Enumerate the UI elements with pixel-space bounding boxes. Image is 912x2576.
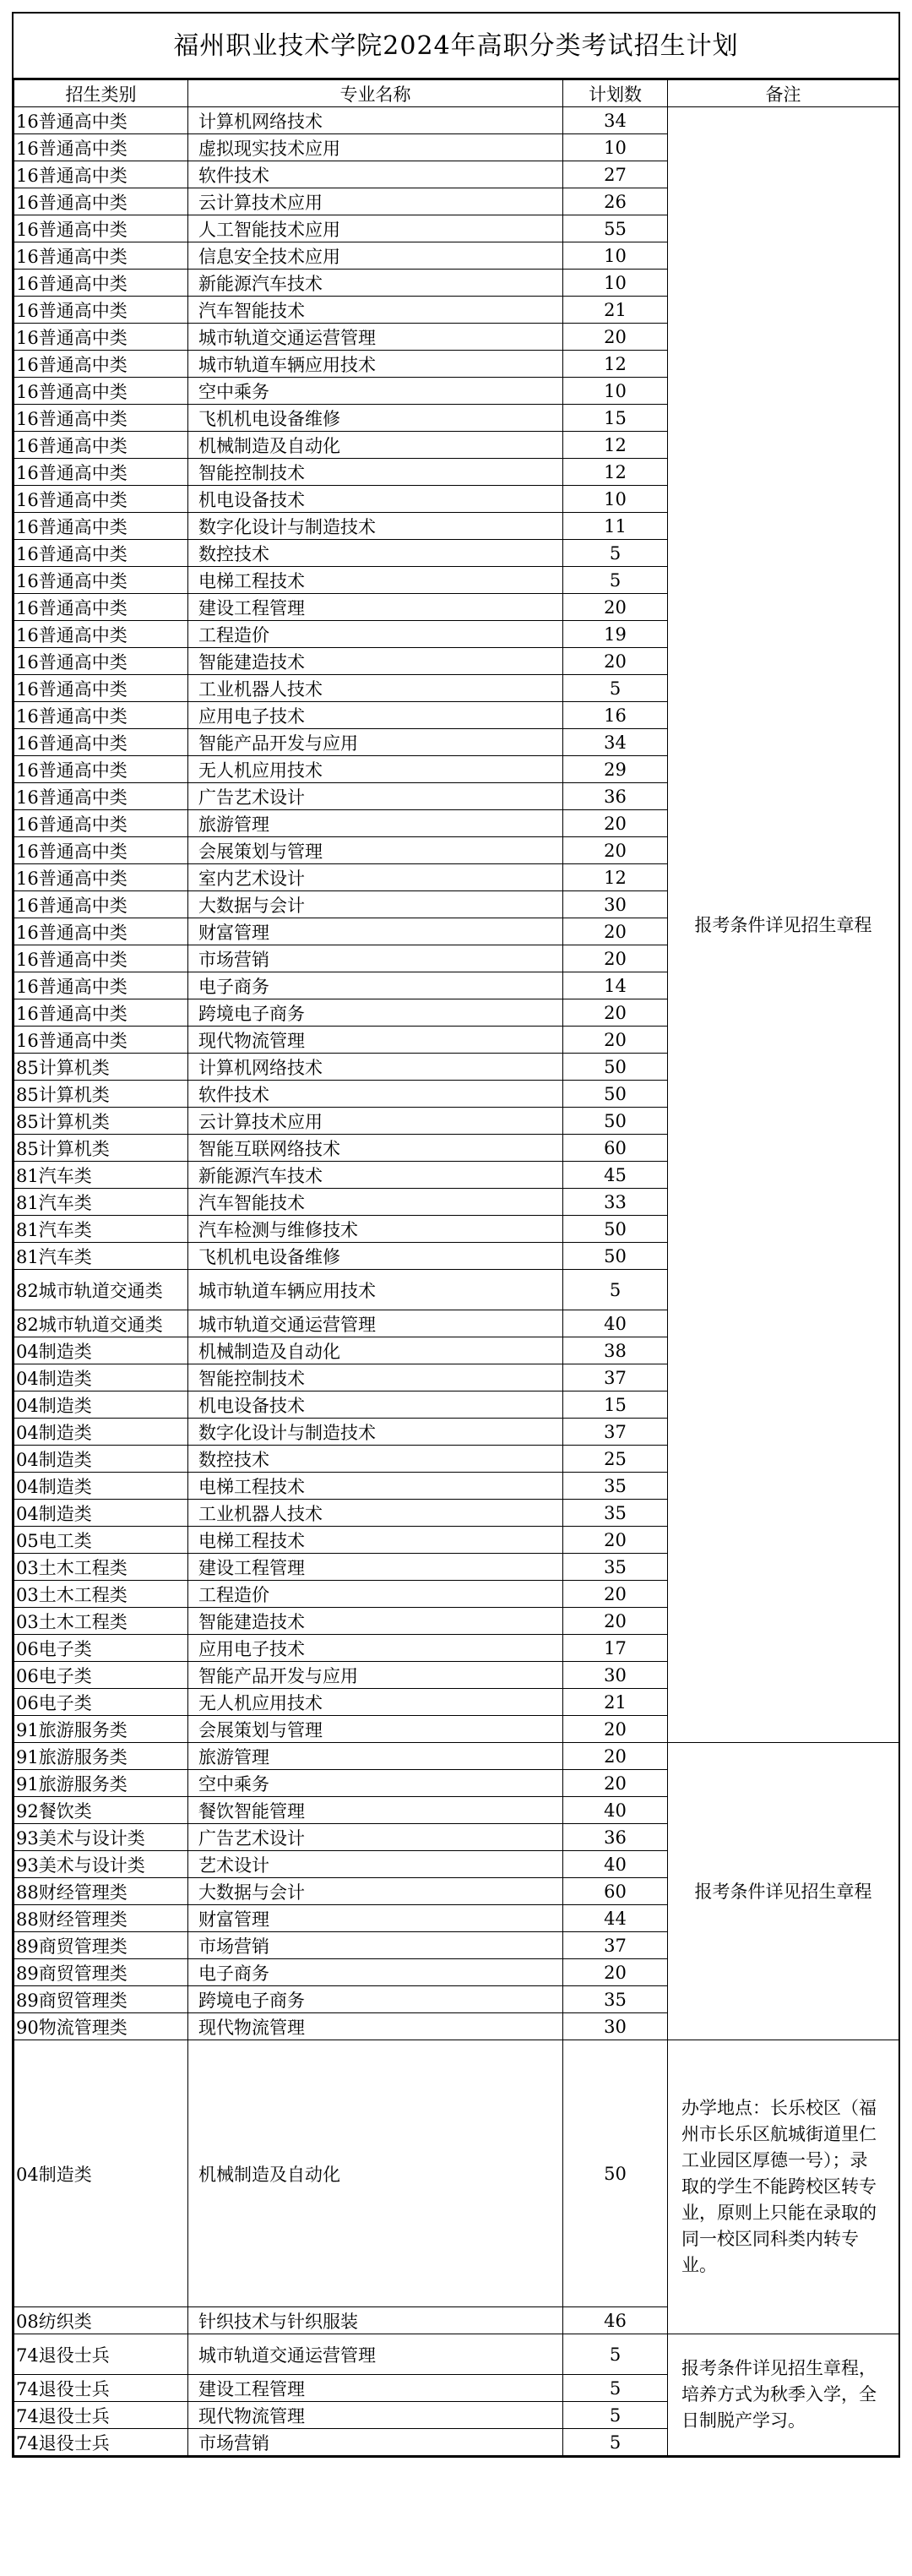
- cell-category: 16普通高中类: [14, 242, 188, 270]
- cell-plan-count: 50: [563, 1243, 668, 1270]
- header-major: 专业名称: [188, 80, 563, 107]
- cell-plan-count: 26: [563, 188, 668, 215]
- cell-major: 新能源汽车技术: [188, 270, 563, 297]
- cell-major: 针织技术与针织服装: [188, 2307, 563, 2334]
- cell-category: 16普通高中类: [14, 513, 188, 540]
- cell-major: 市场营销: [188, 1932, 563, 1959]
- cell-category: 16普通高中类: [14, 486, 188, 513]
- cell-category: 16普通高中类: [14, 297, 188, 324]
- cell-major: 计算机网络技术: [188, 107, 563, 134]
- cell-major: 市场营销: [188, 2429, 563, 2456]
- cell-plan-count: 30: [563, 891, 668, 918]
- cell-plan-count: 20: [563, 837, 668, 864]
- cell-major: 工业机器人技术: [188, 1500, 563, 1527]
- cell-major: 城市轨道交通运营管理: [188, 2334, 563, 2375]
- cell-category: 85计算机类: [14, 1081, 188, 1108]
- cell-plan-count: 36: [563, 783, 668, 810]
- cell-plan-count: 16: [563, 702, 668, 729]
- cell-major: 旅游管理: [188, 810, 563, 837]
- cell-category: 05电工类: [14, 1527, 188, 1554]
- cell-category: 16普通高中类: [14, 134, 188, 161]
- cell-plan-count: 10: [563, 486, 668, 513]
- cell-major: 跨境电子商务: [188, 999, 563, 1027]
- cell-major: 软件技术: [188, 1081, 563, 1108]
- cell-major: 旅游管理: [188, 1743, 563, 1770]
- cell-plan-count: 37: [563, 1419, 668, 1446]
- cell-category: 16普通高中类: [14, 324, 188, 351]
- cell-major: 汽车智能技术: [188, 1189, 563, 1216]
- cell-plan-count: 34: [563, 107, 668, 134]
- cell-major: 大数据与会计: [188, 891, 563, 918]
- cell-major: 机电设备技术: [188, 486, 563, 513]
- cell-category: 16普通高中类: [14, 648, 188, 675]
- cell-category: 93美术与设计类: [14, 1851, 188, 1878]
- cell-plan-count: 12: [563, 351, 668, 378]
- cell-plan-count: 50: [563, 1054, 668, 1081]
- cell-plan-count: 40: [563, 1310, 668, 1337]
- cell-plan-count: 5: [563, 567, 668, 594]
- cell-category: 16普通高中类: [14, 864, 188, 891]
- cell-category: 91旅游服务类: [14, 1716, 188, 1743]
- cell-plan-count: 45: [563, 1162, 668, 1189]
- cell-major: 数控技术: [188, 1446, 563, 1473]
- cell-category: 82城市轨道交通类: [14, 1270, 188, 1310]
- cell-major: 财富管理: [188, 1905, 563, 1932]
- cell-plan-count: 36: [563, 1824, 668, 1851]
- cell-category: 92餐饮类: [14, 1797, 188, 1824]
- cell-plan-count: 40: [563, 1797, 668, 1824]
- cell-major: 现代物流管理: [188, 1027, 563, 1054]
- cell-category: 90物流管理类: [14, 2013, 188, 2040]
- cell-category: 89商贸管理类: [14, 1959, 188, 1986]
- cell-major: 电子商务: [188, 1959, 563, 1986]
- cell-plan-count: 20: [563, 918, 668, 945]
- cell-remarks: 报考条件详见招生章程，培养方式为秋季入学，全日制脱产学习。: [668, 2334, 899, 2456]
- cell-category: 85计算机类: [14, 1135, 188, 1162]
- cell-major: 空中乘务: [188, 1770, 563, 1797]
- plan-table: [14, 79, 899, 2456]
- cell-major: 会展策划与管理: [188, 837, 563, 864]
- cell-category: 16普通高中类: [14, 702, 188, 729]
- cell-plan-count: 12: [563, 432, 668, 459]
- cell-category: 81汽车类: [14, 1216, 188, 1243]
- cell-category: 04制造类: [14, 1391, 188, 1419]
- cell-plan-count: 5: [563, 1270, 668, 1310]
- cell-plan-count: 50: [563, 2040, 668, 2307]
- cell-category: 16普通高中类: [14, 621, 188, 648]
- cell-category: 16普通高中类: [14, 945, 188, 972]
- cell-plan-count: 10: [563, 378, 668, 405]
- cell-plan-count: 12: [563, 459, 668, 486]
- cell-category: 16普通高中类: [14, 161, 188, 188]
- cell-major: 跨境电子商务: [188, 1986, 563, 2013]
- cell-category: 74退役士兵: [14, 2375, 188, 2402]
- cell-category: 81汽车类: [14, 1162, 188, 1189]
- cell-major: 现代物流管理: [188, 2013, 563, 2040]
- cell-plan-count: 19: [563, 621, 668, 648]
- cell-category: 16普通高中类: [14, 107, 188, 134]
- plan-table-body: [14, 107, 899, 2456]
- cell-category: 16普通高中类: [14, 459, 188, 486]
- cell-major: 财富管理: [188, 918, 563, 945]
- cell-category: 16普通高中类: [14, 594, 188, 621]
- cell-major: 建设工程管理: [188, 2375, 563, 2402]
- cell-major: 城市轨道交通运营管理: [188, 324, 563, 351]
- cell-major: 无人机应用技术: [188, 756, 563, 783]
- cell-plan-count: 21: [563, 297, 668, 324]
- cell-major: 电梯工程技术: [188, 1473, 563, 1500]
- cell-category: 08纺织类: [14, 2307, 188, 2334]
- cell-plan-count: 20: [563, 1027, 668, 1054]
- cell-category: 06电子类: [14, 1662, 188, 1689]
- cell-plan-count: 38: [563, 1337, 668, 1364]
- cell-major: 电子商务: [188, 972, 563, 999]
- cell-major: 人工智能技术应用: [188, 215, 563, 242]
- cell-major: 汽车智能技术: [188, 297, 563, 324]
- page-title: 福州职业技术学院2024年高职分类考试招生计划: [14, 14, 898, 79]
- cell-remarks: 报考条件详见招生章程: [668, 107, 899, 1743]
- cell-category: 82城市轨道交通类: [14, 1310, 188, 1337]
- cell-major: 机械制造及自动化: [188, 432, 563, 459]
- cell-category: 03土木工程类: [14, 1581, 188, 1608]
- cell-major: 飞机机电设备维修: [188, 405, 563, 432]
- cell-plan-count: 20: [563, 810, 668, 837]
- cell-major: 机械制造及自动化: [188, 1337, 563, 1364]
- cell-major: 计算机网络技术: [188, 1054, 563, 1081]
- cell-category: 16普通高中类: [14, 837, 188, 864]
- cell-plan-count: 5: [563, 2402, 668, 2429]
- cell-major: 大数据与会计: [188, 1878, 563, 1905]
- cell-plan-count: 15: [563, 405, 668, 432]
- cell-category: 16普通高中类: [14, 188, 188, 215]
- cell-category: 16普通高中类: [14, 756, 188, 783]
- cell-category: 16普通高中类: [14, 378, 188, 405]
- cell-major: 餐饮智能管理: [188, 1797, 563, 1824]
- cell-plan-count: 35: [563, 1473, 668, 1500]
- cell-major: 艺术设计: [188, 1851, 563, 1878]
- cell-major: 应用电子技术: [188, 702, 563, 729]
- cell-plan-count: 33: [563, 1189, 668, 1216]
- cell-major: 智能产品开发与应用: [188, 729, 563, 756]
- cell-plan-count: 21: [563, 1689, 668, 1716]
- cell-major: 机械制造及自动化: [188, 2040, 563, 2307]
- cell-plan-count: 20: [563, 324, 668, 351]
- header-category: 招生类别: [14, 80, 188, 107]
- cell-major: 建设工程管理: [188, 1554, 563, 1581]
- cell-plan-count: 10: [563, 270, 668, 297]
- cell-major: 智能产品开发与应用: [188, 1662, 563, 1689]
- cell-major: 机电设备技术: [188, 1391, 563, 1419]
- cell-plan-count: 20: [563, 1527, 668, 1554]
- cell-category: 16普通高中类: [14, 810, 188, 837]
- cell-plan-count: 35: [563, 1500, 668, 1527]
- cell-category: 16普通高中类: [14, 405, 188, 432]
- cell-category: 16普通高中类: [14, 270, 188, 297]
- cell-category: 88财经管理类: [14, 1878, 188, 1905]
- cell-category: 04制造类: [14, 1364, 188, 1391]
- cell-category: 74退役士兵: [14, 2429, 188, 2456]
- cell-major: 城市轨道车辆应用技术: [188, 1270, 563, 1310]
- cell-category: 04制造类: [14, 1500, 188, 1527]
- cell-category: 89商贸管理类: [14, 1986, 188, 2013]
- cell-plan-count: 27: [563, 161, 668, 188]
- cell-plan-count: 20: [563, 1959, 668, 1986]
- cell-plan-count: 20: [563, 945, 668, 972]
- cell-category: 91旅游服务类: [14, 1743, 188, 1770]
- cell-major: 智能建造技术: [188, 648, 563, 675]
- cell-major: 电梯工程技术: [188, 1527, 563, 1554]
- cell-major: 城市轨道车辆应用技术: [188, 351, 563, 378]
- header-plan-count: 计划数: [563, 80, 668, 107]
- cell-plan-count: 37: [563, 1932, 668, 1959]
- cell-major: 室内艺术设计: [188, 864, 563, 891]
- cell-major: 云计算技术应用: [188, 188, 563, 215]
- cell-plan-count: 5: [563, 540, 668, 567]
- cell-plan-count: 50: [563, 1216, 668, 1243]
- cell-major: 现代物流管理: [188, 2402, 563, 2429]
- cell-plan-count: 29: [563, 756, 668, 783]
- cell-plan-count: 35: [563, 1986, 668, 2013]
- cell-category: 03土木工程类: [14, 1554, 188, 1581]
- cell-plan-count: 5: [563, 2429, 668, 2456]
- cell-plan-count: 50: [563, 1108, 668, 1135]
- cell-major: 云计算技术应用: [188, 1108, 563, 1135]
- cell-plan-count: 25: [563, 1446, 668, 1473]
- cell-category: 81汽车类: [14, 1189, 188, 1216]
- cell-category: 04制造类: [14, 1419, 188, 1446]
- cell-plan-count: 11: [563, 513, 668, 540]
- cell-major: 智能互联网络技术: [188, 1135, 563, 1162]
- cell-plan-count: 15: [563, 1391, 668, 1419]
- cell-category: 16普通高中类: [14, 729, 188, 756]
- cell-category: 89商贸管理类: [14, 1932, 188, 1959]
- cell-category: 04制造类: [14, 2040, 188, 2307]
- cell-major: 应用电子技术: [188, 1635, 563, 1662]
- cell-plan-count: 10: [563, 242, 668, 270]
- table-header-row: [14, 80, 899, 107]
- cell-major: 工程造价: [188, 621, 563, 648]
- cell-major: 飞机机电设备维修: [188, 1243, 563, 1270]
- cell-plan-count: 30: [563, 2013, 668, 2040]
- cell-plan-count: 34: [563, 729, 668, 756]
- cell-plan-count: 35: [563, 1554, 668, 1581]
- cell-category: 81汽车类: [14, 1243, 188, 1270]
- cell-plan-count: 20: [563, 1581, 668, 1608]
- cell-remarks: 办学地点：长乐校区（福州市长乐区航城街道里仁工业园区厚德一号）；录取的学生不能跨校区转专业，原则上只能在录取的同一校区同科类内转专业。: [668, 2040, 899, 2334]
- table-row: [14, 1743, 899, 1770]
- cell-major: 市场营销: [188, 945, 563, 972]
- cell-plan-count: 14: [563, 972, 668, 999]
- cell-category: 91旅游服务类: [14, 1770, 188, 1797]
- cell-major: 数字化设计与制造技术: [188, 513, 563, 540]
- cell-plan-count: 12: [563, 864, 668, 891]
- cell-major: 智能建造技术: [188, 1608, 563, 1635]
- cell-category: 16普通高中类: [14, 972, 188, 999]
- cell-category: 04制造类: [14, 1446, 188, 1473]
- cell-major: 虚拟现实技术应用: [188, 134, 563, 161]
- cell-category: 85计算机类: [14, 1108, 188, 1135]
- cell-major: 数控技术: [188, 540, 563, 567]
- cell-category: 74退役士兵: [14, 2402, 188, 2429]
- cell-major: 新能源汽车技术: [188, 1162, 563, 1189]
- cell-category: 93美术与设计类: [14, 1824, 188, 1851]
- cell-category: 88财经管理类: [14, 1905, 188, 1932]
- cell-major: 工业机器人技术: [188, 675, 563, 702]
- header-remarks: 备注: [668, 80, 899, 107]
- cell-plan-count: 20: [563, 1770, 668, 1797]
- table-row: [14, 2334, 899, 2375]
- cell-major: 广告艺术设计: [188, 783, 563, 810]
- cell-remarks: 报考条件详见招生章程: [668, 1743, 899, 2040]
- cell-plan-count: 20: [563, 594, 668, 621]
- cell-plan-count: 5: [563, 675, 668, 702]
- table-row: [14, 2040, 899, 2307]
- cell-category: 04制造类: [14, 1337, 188, 1364]
- cell-plan-count: 44: [563, 1905, 668, 1932]
- admission-plan-sheet: [12, 12, 900, 2458]
- cell-plan-count: 17: [563, 1635, 668, 1662]
- cell-major: 空中乘务: [188, 378, 563, 405]
- cell-major: 电梯工程技术: [188, 567, 563, 594]
- cell-plan-count: 5: [563, 2334, 668, 2375]
- cell-category: 04制造类: [14, 1473, 188, 1500]
- cell-category: 16普通高中类: [14, 783, 188, 810]
- cell-plan-count: 5: [563, 2375, 668, 2402]
- cell-category: 16普通高中类: [14, 215, 188, 242]
- cell-category: 16普通高中类: [14, 1027, 188, 1054]
- cell-category: 16普通高中类: [14, 675, 188, 702]
- cell-major: 会展策划与管理: [188, 1716, 563, 1743]
- cell-major: 软件技术: [188, 161, 563, 188]
- cell-major: 数字化设计与制造技术: [188, 1419, 563, 1446]
- cell-major: 城市轨道交通运营管理: [188, 1310, 563, 1337]
- cell-plan-count: 55: [563, 215, 668, 242]
- cell-major: 工程造价: [188, 1581, 563, 1608]
- cell-plan-count: 40: [563, 1851, 668, 1878]
- cell-plan-count: 20: [563, 1716, 668, 1743]
- cell-plan-count: 37: [563, 1364, 668, 1391]
- cell-major: 建设工程管理: [188, 594, 563, 621]
- cell-major: 无人机应用技术: [188, 1689, 563, 1716]
- cell-category: 16普通高中类: [14, 567, 188, 594]
- cell-category: 16普通高中类: [14, 891, 188, 918]
- cell-category: 16普通高中类: [14, 918, 188, 945]
- cell-major: 广告艺术设计: [188, 1824, 563, 1851]
- cell-category: 16普通高中类: [14, 540, 188, 567]
- cell-category: 16普通高中类: [14, 351, 188, 378]
- cell-plan-count: 20: [563, 999, 668, 1027]
- cell-major: 信息安全技术应用: [188, 242, 563, 270]
- cell-major: 汽车检测与维修技术: [188, 1216, 563, 1243]
- cell-plan-count: 20: [563, 1608, 668, 1635]
- cell-category: 06电子类: [14, 1689, 188, 1716]
- cell-category: 16普通高中类: [14, 999, 188, 1027]
- cell-category: 85计算机类: [14, 1054, 188, 1081]
- cell-plan-count: 20: [563, 648, 668, 675]
- cell-plan-count: 10: [563, 134, 668, 161]
- cell-category: 03土木工程类: [14, 1608, 188, 1635]
- table-row: [14, 107, 899, 134]
- cell-plan-count: 30: [563, 1662, 668, 1689]
- cell-plan-count: 60: [563, 1878, 668, 1905]
- cell-plan-count: 20: [563, 1743, 668, 1770]
- cell-category: 06电子类: [14, 1635, 188, 1662]
- cell-plan-count: 46: [563, 2307, 668, 2334]
- cell-category: 74退役士兵: [14, 2334, 188, 2375]
- cell-major: 智能控制技术: [188, 459, 563, 486]
- cell-plan-count: 50: [563, 1081, 668, 1108]
- cell-category: 16普通高中类: [14, 432, 188, 459]
- cell-major: 智能控制技术: [188, 1364, 563, 1391]
- cell-plan-count: 60: [563, 1135, 668, 1162]
